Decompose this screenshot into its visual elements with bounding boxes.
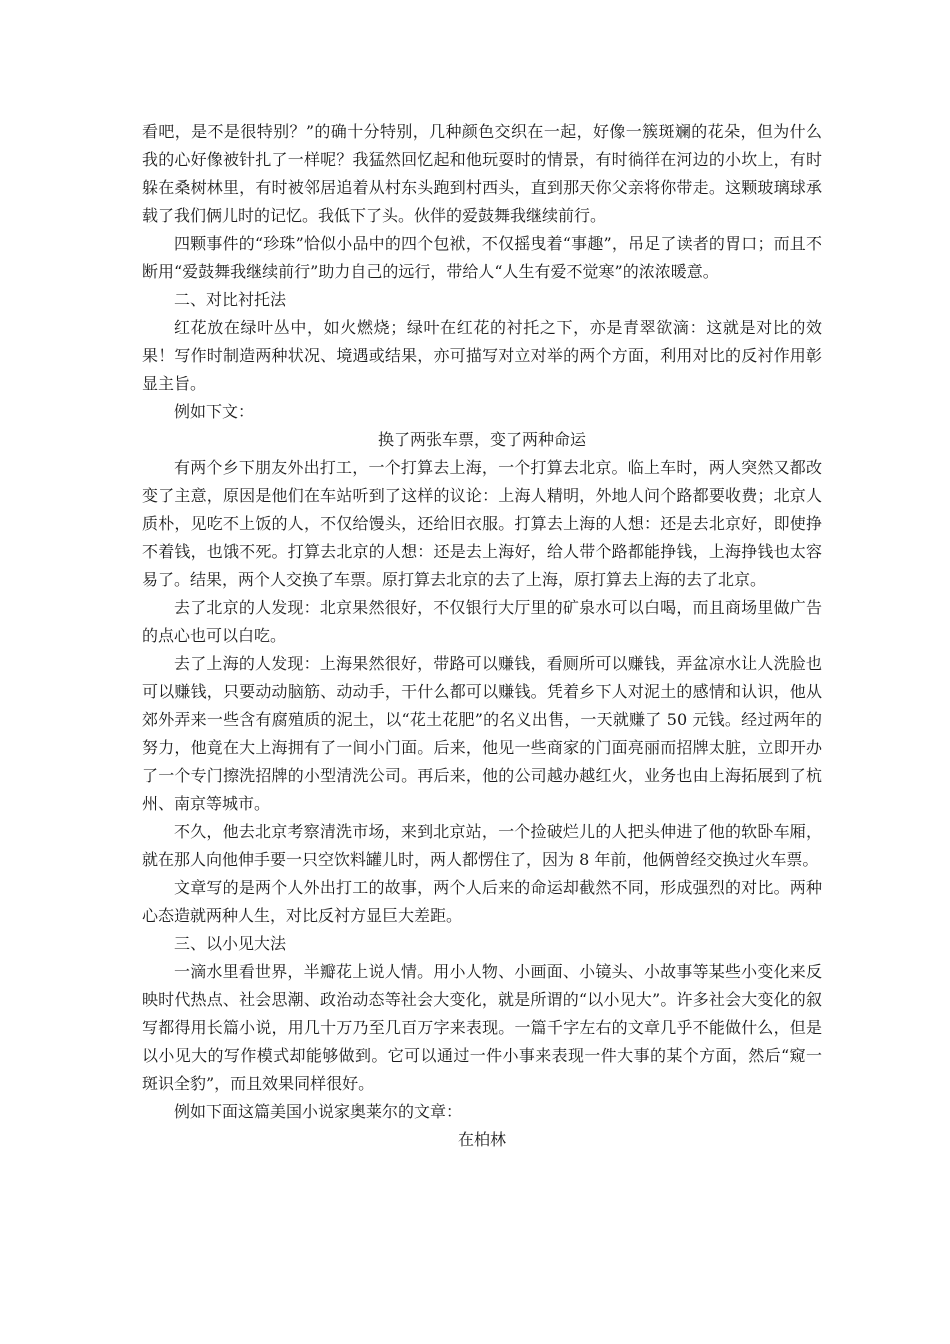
paragraph-story-analysis: 文章写的是两个人外出打工的故事，两个人后来的命运却截然不同，形成强烈的对比。两种心态造就两种人生，对比反衬方显巨大差距。: [142, 878, 822, 925]
paragraph-small-to-big-intro: 一滴水里看世界，半瓣花上说人情。用小人物、小画面、小镜头、小故事等某些小变化来反映时代热点、社会思潮、政治动态等社会大变化，就是所谓的“以小见大”。许多社会大变化的叙写都得用长篇小说，用几十万乃至几百万字来表现。一篇千字左右的文章几乎不能做什么，但是以小见大的写作模式却能够做到。它可以通过一件小事来表现一件大事的某个方面，然后“窥一斑识全豹”，而且效果同样很好。: [142, 962, 822, 1093]
article-title-train-tickets: 换了两张车票，变了两种命运: [377, 430, 586, 449]
paragraph-example-lead-2: 例如下面这篇美国小说家奥莱尔的文章：: [174, 1102, 463, 1121]
paragraph-story-1: 有两个乡下朋友外出打工，一个打算去上海，一个打算去北京。临上车时，两人突然又都改变了主意，原因是他们在车站听到了这样的议论：上海人精明，外地人问个路都要收费；北京人质朴，见吃不上饭的人，不仅给馒头，还给旧衣服。打算去上海的人想：还是去北京好，即使挣不着钱，也饿不死。打算去北京的人想：还是去上海好，给人带个路都能挣钱，上海挣钱也太容易了。结果，两个人交换了车票。原打算去北京的去了上海，原打算去上海的去了北京。: [142, 458, 822, 589]
document-body: [142, 118, 822, 1154]
paragraph-story-2: 去了北京的人发现：北京果然很好，不仅银行大厅里的矿泉水可以白喝，而且商场里做广告的点心也可以白吃。: [142, 598, 822, 645]
paragraph-continuation: 看吧，是不是很特别？”的确十分特别，几种颜色交织在一起，好像一簇斑斓的花朵，但为什么我的心好像被针扎了一样呢？我猛然回忆起和他玩耍时的情景，有时徜徉在河边的小坎上，有时躲在桑树林里，有时被邻居追着从村东头跑到村西头，直到那天你父亲将你带走。这颗玻璃球承载了我们俩儿时的记忆。我低下了头。伙伴的爱鼓舞我继续前行。: [142, 122, 822, 225]
section-heading-small-to-big: 三、以小见大法: [174, 934, 287, 953]
paragraph-pearls-analysis: 四颗事件的“珍珠”恰似小品中的四个包袱，不仅摇曳着“事趣”，吊足了读者的胃口；而且不断用“爱鼓舞我继续前行”助力自己的远行，带给人“人生有爱不觉寒”的浓浓暖意。: [142, 234, 822, 281]
paragraph-story-4: 不久，他去北京考察清洗市场，来到北京站，一个捡破烂儿的人把头伸进了他的软卧车厢，就在那人向他伸手要一只空饮料罐儿时，两人都愣住了，因为 8 年前，他俩曾经交换过火车票。: [142, 822, 822, 869]
section-heading-contrast: 二、对比衬托法: [174, 290, 287, 309]
paragraph-story-3: 去了上海的人发现：上海果然很好，带路可以赚钱，看厕所可以赚钱，弄盆凉水让人洗脸也可以赚钱，只要动动脑筋、动动手，干什么都可以赚钱。凭着乡下人对泥土的感情和认识，他从郊外弄来一些含有腐殖质的泥土，以“花土花肥”的名义出售，一天就赚了 50 元钱。经过两年的努力，他竟在大上海拥有了一间小门面。后来，他见一些商家的门面亮丽而招牌太脏，立即开办了一个专门擦洗招牌的小型清洗公司。再后来，他的公司越办越红火，业务也由上海拓展到了杭州、南京等城市。: [142, 654, 822, 813]
article-title-berlin: 在柏林: [457, 1130, 506, 1149]
paragraph-example-lead: 例如下文：: [174, 402, 255, 421]
paragraph-contrast-intro: 红花放在绿叶丛中，如火燃烧；绿叶在红花的衬托之下，亦是青翠欲滴：这就是对比的效果！写作时制造两种状况、境遇或结果，亦可描写对立对举的两个方面，利用对比的反衬作用彰显主旨。: [142, 318, 822, 393]
